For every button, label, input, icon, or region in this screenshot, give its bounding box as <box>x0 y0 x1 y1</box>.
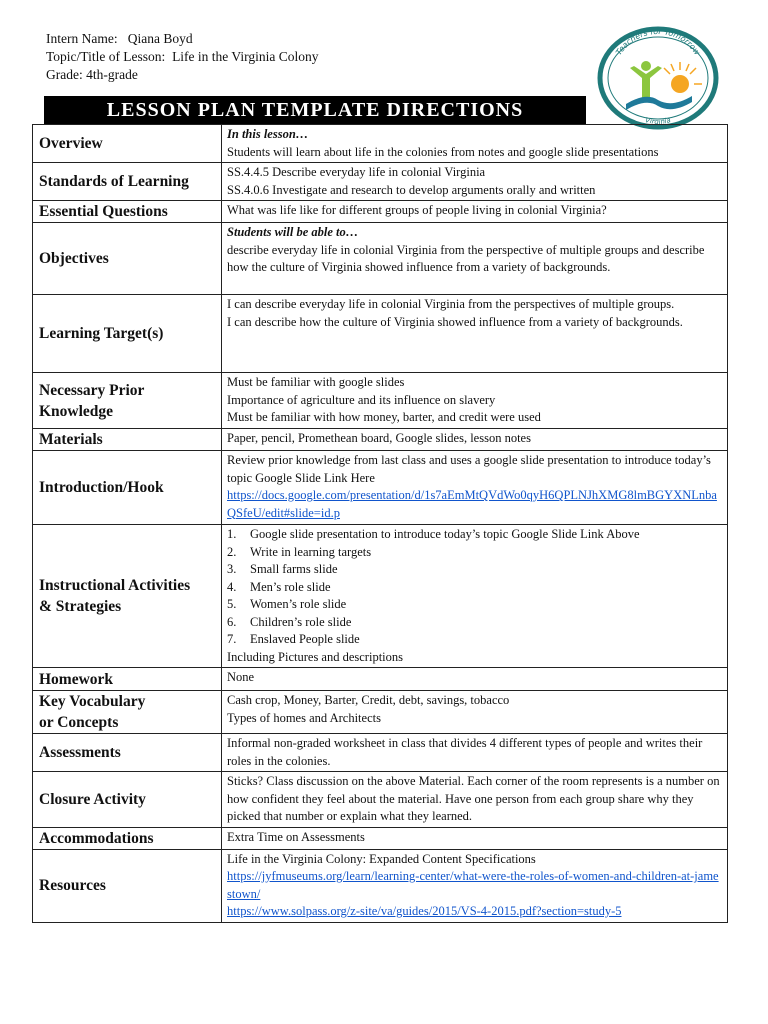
row-assessments <box>33 734 728 772</box>
activities-list <box>227 526 722 649</box>
list-item: 7. Enslaved People slide <box>227 632 360 646</box>
content-accommodations: Extra Time on Assessments <box>222 827 728 849</box>
content-homework: None <box>222 668 728 691</box>
activities-footer: Including Pictures and descriptions <box>227 649 404 664</box>
teachers-for-tomorrow-logo <box>596 26 720 130</box>
label-prior <box>33 373 222 429</box>
label-assessments: Assessments <box>33 734 222 772</box>
target-1: I can describe everyday life in colonial Virginia from the perspectives of multiple groups. <box>227 297 675 311</box>
content-targets <box>222 295 728 373</box>
row-standards <box>33 163 728 201</box>
topic-value: Life in the Virginia Colony <box>172 49 319 64</box>
row-vocab <box>33 691 728 734</box>
list-item: 5. Women’s role slide <box>227 597 347 611</box>
intro-text: Review prior knowledge from last class and uses a google slide presentation to introduce today’s topic Google Slide Link Here <box>227 453 711 485</box>
label-accommodations: Accommodations <box>33 827 222 849</box>
list-item: 4. Men’s role slide <box>227 579 331 594</box>
header-info <box>46 30 319 84</box>
row-prior <box>33 373 728 429</box>
content-essential: What was life like for different groups of people living in colonial Virginia? <box>222 201 728 223</box>
overview-text: Students will learn about life in the colonies from notes and google slide presentations <box>227 144 659 159</box>
topic-row <box>46 48 319 66</box>
label-activities-line1: Instructional Activities <box>39 577 191 594</box>
list-item: 1. Google slide presentation to introduce today’s topic Google Slide Link Above <box>227 527 640 541</box>
page-title: LESSON PLAN TEMPLATE DIRECTIONS <box>44 96 586 124</box>
label-targets: Learning Target(s) <box>33 295 222 373</box>
label-objectives: Objectives <box>33 223 222 295</box>
intern-row <box>46 30 319 48</box>
prior-2: Importance of agriculture and its influence on slavery <box>227 392 496 407</box>
overview-head: In this lesson… <box>227 127 309 141</box>
row-activities <box>33 525 728 668</box>
row-targets <box>33 295 728 373</box>
label-homework: Homework <box>33 668 222 691</box>
row-intro <box>33 451 728 525</box>
objectives-text: describe everyday life in colonial Virginia from the perspective of multiple groups and describe how the culture of Virginia showed influence from a variety of backgrounds. <box>227 242 705 274</box>
label-materials: Materials <box>33 429 222 451</box>
intern-label: Intern Name: <box>46 31 118 46</box>
resource-link-solpass[interactable]: https://www.solpass.org/z-site/va/guides/2015/VS-4-2015.pdf?section=study-5 <box>227 904 622 918</box>
lesson-plan-table <box>32 124 728 923</box>
list-item: 3. Small farms slide <box>227 562 338 576</box>
content-resources <box>222 849 728 922</box>
target-2: I can describe how the culture of Virginia showed influence from a variety of backgrounds. <box>227 314 683 329</box>
logo-bottom-text: Virginia <box>644 116 672 127</box>
row-essential <box>33 201 728 223</box>
label-resources: Resources <box>33 849 222 922</box>
row-materials <box>33 429 728 451</box>
content-standards <box>222 163 728 201</box>
objectives-head: Students will be able to… <box>227 225 359 239</box>
row-objectives <box>33 223 728 295</box>
content-intro <box>222 451 728 525</box>
row-resources <box>33 849 728 922</box>
row-accommodations <box>33 827 728 849</box>
grade-label: Grade: <box>46 67 83 82</box>
resource-link-jyf[interactable]: https://jyfmuseums.org/learn/learning-center/what-were-the-roles-of-women-and-children-at-jamestown/ <box>227 869 719 901</box>
content-vocab <box>222 691 728 734</box>
label-vocab <box>33 691 222 734</box>
label-overview: Overview <box>33 125 222 163</box>
vocab-1: Cash crop, Money, Barter, Credit, debt, savings, tobacco <box>227 693 510 707</box>
content-assessments: Informal non-graded worksheet in class that divides 4 different types of people and writes their roles in the colonies. <box>222 734 728 772</box>
grade-value: 4th-grade <box>86 67 138 82</box>
label-closure: Closure Activity <box>33 772 222 828</box>
content-closure: Sticks? Class discussion on the above Material. Each corner of the room represents is a number on how confident they feel about the material. Have one person from each group share why they picked that number or explain what they learned. <box>222 772 728 828</box>
label-essential: Essential Questions <box>33 201 222 223</box>
content-prior <box>222 373 728 429</box>
label-prior-line1: Necessary Prior <box>39 381 145 399</box>
topic-label: Topic/Title of Lesson: <box>46 49 166 64</box>
label-activities <box>33 525 222 668</box>
logo-top-text: Teachers for Tomorrow <box>614 26 702 57</box>
content-materials: Paper, pencil, Promethean board, Google slides, lesson notes <box>222 429 728 451</box>
prior-3: Must be familiar with how money, barter, and credit were used <box>227 410 541 425</box>
resources-text: Life in the Virginia Colony: Expanded Content Specifications <box>227 851 536 866</box>
label-standards: Standards of Learning <box>33 163 222 201</box>
grade-row <box>46 66 319 84</box>
label-intro: Introduction/Hook <box>33 451 222 525</box>
standard-2: SS.4.0.6 Investigate and research to develop arguments orally and written <box>227 182 596 197</box>
row-overview <box>33 125 728 163</box>
content-objectives <box>222 223 728 295</box>
list-item: 2. Write in learning targets <box>227 544 372 559</box>
label-prior-line2: Knowledge <box>39 402 114 420</box>
content-activities <box>222 525 728 668</box>
label-activities-line2: & Strategies <box>39 598 122 615</box>
intern-name: Qiana Boyd <box>127 31 193 46</box>
row-closure <box>33 772 728 828</box>
intro-slide-link[interactable]: https://docs.google.com/presentation/d/1s7aEmMtQVdWo0qyH6QPLNJhXMG8lmBGYXNLnbaQSfeU/edit#slide=id.p <box>227 488 717 520</box>
standard-1: SS.4.4.5 Describe everyday life in colonial Virginia <box>227 165 486 179</box>
label-vocab-line2: or Concepts <box>39 714 119 731</box>
vocab-2: Types of homes and Architects <box>227 710 381 725</box>
content-overview <box>222 125 728 163</box>
prior-1: Must be familiar with google slides <box>227 375 405 390</box>
list-item: 6. Children’s role slide <box>227 614 352 629</box>
row-homework <box>33 668 728 691</box>
label-vocab-line1: Key Vocabulary <box>39 693 146 710</box>
